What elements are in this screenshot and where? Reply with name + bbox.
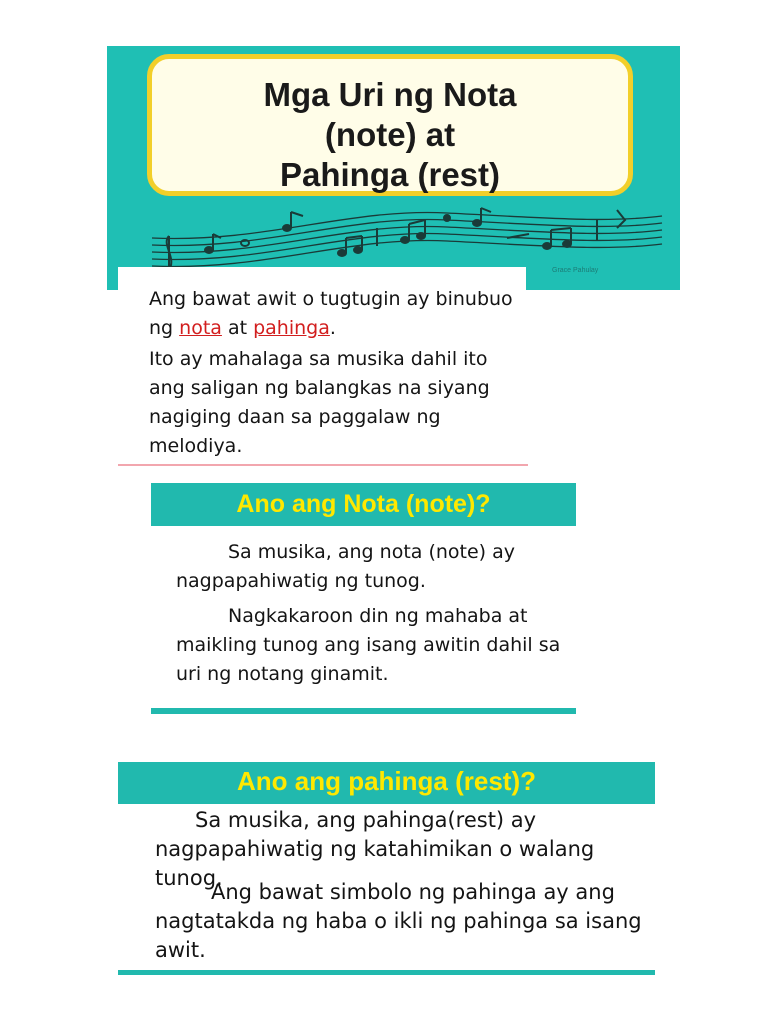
- intro-paragraph-1: [149, 285, 519, 343]
- title-line-1: Mga Uri ng Nota: [263, 76, 517, 113]
- title-line-2: (note) at: [324, 116, 456, 153]
- title-box: [147, 54, 633, 196]
- intro-text-b: at: [221, 317, 254, 339]
- highlight-pahinga: pahinga: [253, 317, 330, 339]
- pahinga-section-body: [118, 804, 655, 970]
- pahinga-section-header: Ano ang pahinga (rest)?: [118, 762, 655, 804]
- intro-divider: [118, 464, 528, 466]
- nota-section-footer-bar: [151, 708, 576, 714]
- pahinga-section-footer-bar: [118, 970, 655, 975]
- intro-text-a: Ang bawat awit o tugtugin ay binubuo ng: [149, 288, 513, 339]
- nota-section-body: [151, 528, 576, 706]
- title-line-3: Pahinga (rest): [279, 156, 501, 193]
- banner-credit: Grace Pahulay: [552, 267, 599, 274]
- title-banner: [107, 46, 680, 290]
- nota-paragraph-2: Nagkakaroon din ng mahaba at maikling tunog ang isang awitin dahil sa uri ng notang ginamit.: [176, 605, 561, 685]
- intro-card: [118, 267, 526, 465]
- pahinga-paragraph-2: Ang bawat simbolo ng pahinga ay ang nagtatakda ng haba o ikli ng pahinga sa isang awit.: [155, 880, 642, 962]
- pahinga-paragraph-1: Sa musika, ang pahinga(rest) ay nagpapahiwatig ng katahimikan o walang tunog.: [155, 808, 595, 890]
- nota-paragraph-1: Sa musika, ang nota (note) ay nagpapahiwatig ng tunog.: [176, 541, 516, 592]
- highlight-nota: nota: [179, 317, 222, 339]
- intro-paragraph-2: Ito ay mahalaga sa musika dahil ito ang saligan ng balangkas na siyang nagiging daan sa paggalaw ng melodiya.: [149, 348, 490, 457]
- nota-section-header: Ano ang Nota (note)?: [151, 483, 576, 526]
- intro-text-c: .: [329, 317, 336, 339]
